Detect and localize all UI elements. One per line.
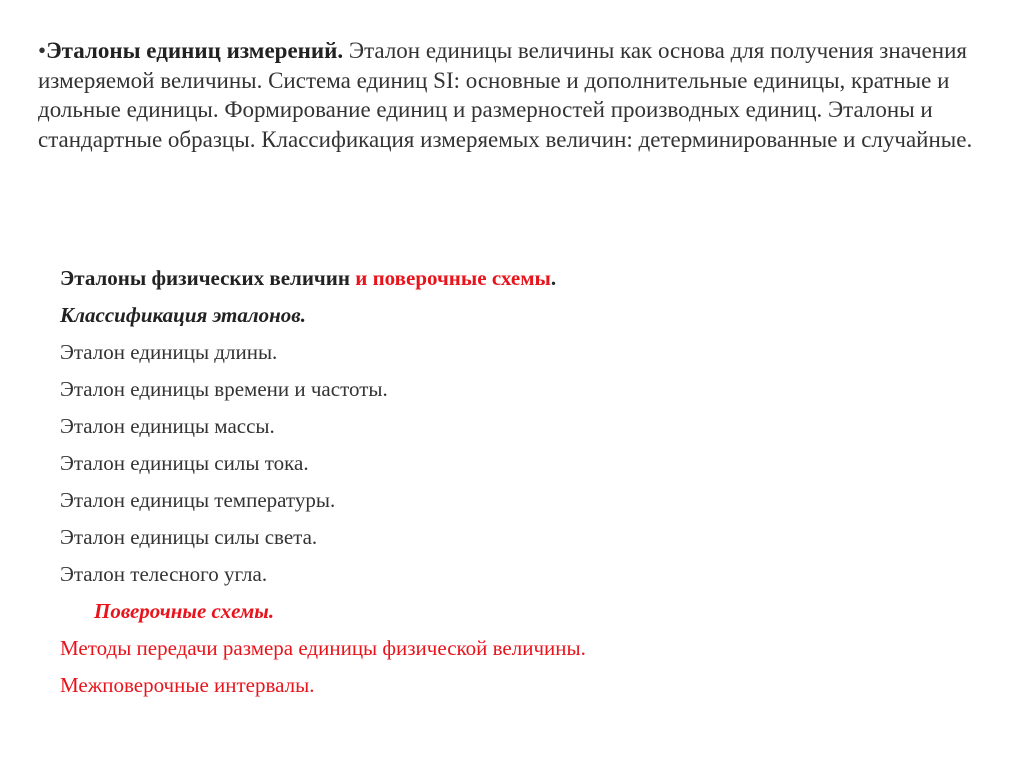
list-item: Эталон единицы силы тока.	[60, 451, 309, 475]
heading-standards-text: Эталоны физических величин	[60, 266, 350, 290]
list-item: Эталон единицы температуры.	[60, 488, 336, 512]
list-item-red: Межповерочные интервалы.	[60, 673, 315, 697]
section-heading-standards	[60, 260, 960, 297]
list-item: Эталон единицы массы.	[60, 414, 275, 438]
section-heading-verification: Поверочные схемы.	[94, 599, 275, 623]
intro-title: Эталоны единиц измерений.	[46, 38, 344, 63]
list-item: Эталон единицы длины.	[60, 340, 278, 364]
list-item: Эталон единицы времени и частоты.	[60, 377, 388, 401]
list-item: Эталон единицы силы света.	[60, 525, 318, 549]
intro-paragraph	[38, 36, 988, 154]
list-item: Эталон телесного угла.	[60, 562, 268, 586]
bullet: •	[38, 38, 47, 63]
subheading-classification: Классификация эталонов.	[60, 303, 306, 327]
topics-list	[60, 260, 960, 704]
heading-period: .	[550, 266, 557, 290]
heading-verification-text: и поверочные схемы	[349, 266, 551, 290]
intro-text: Эталон единицы величины как основа для получения значения измеряемой величины. Система единиц SI: основные и дополнительные единицы, кратные и дольные единицы. Формирование единиц и размерностей производных единиц. Эталоны и стандартные образцы. Классификация измеряемых величин: детерминированные и случайные.	[38, 38, 973, 152]
list-item-red: Методы передачи размера единицы физической величины.	[60, 636, 586, 660]
